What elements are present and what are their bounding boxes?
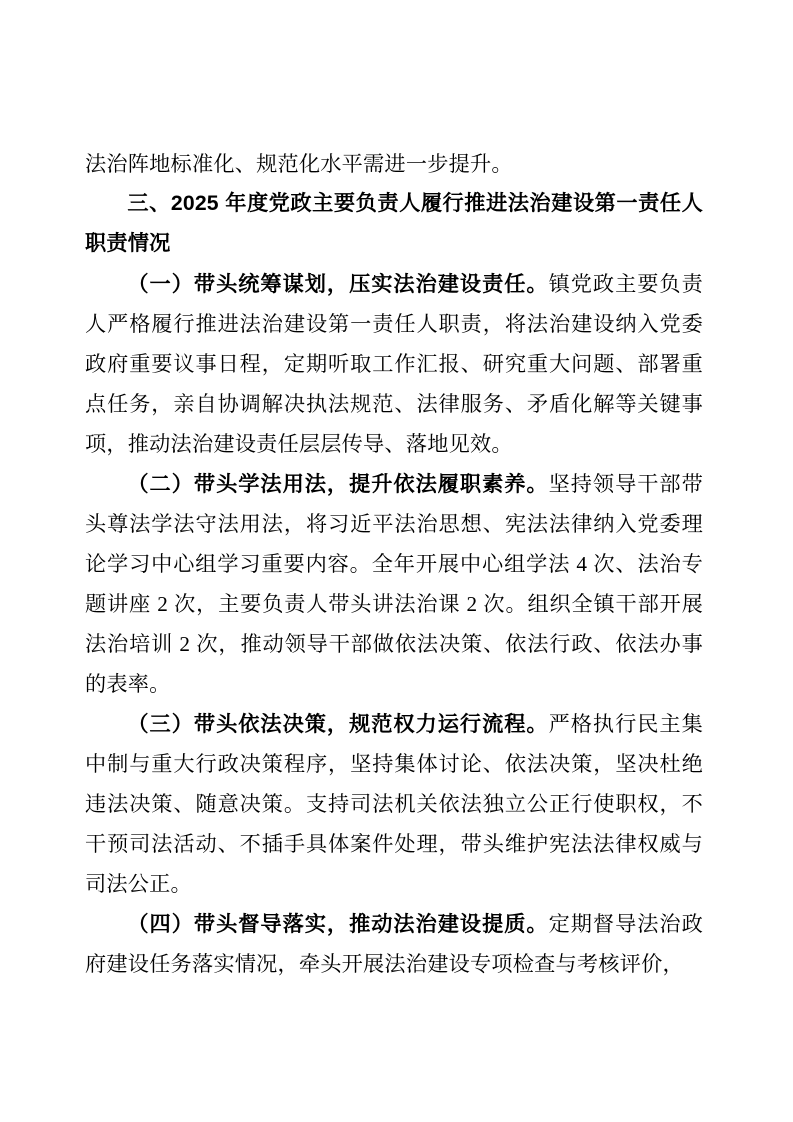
paragraph-4 xyxy=(85,904,703,984)
paragraph-2-body: 坚持领导干部带头尊法学法守法用法，将习近平法治思想、宪法法律纳入党委理论学习中心组学习重要内容。全年开展中心组学法 4 次、法治专题讲座 2 次，主要负责人带头讲法治课 2 次。组织全镇干部开展法治培训 2 次，推动领导干部做依法决策、依法行政、依法办事的表率。 xyxy=(85,472,703,696)
paragraph-3-lead: （三）带头依法决策，规范权力运行流程。 xyxy=(127,712,549,736)
intro-continuation-paragraph: 法治阵地标准化、规范化水平需进一步提升。 xyxy=(85,152,513,176)
paragraph-3-body: 严格执行民主集中制与重大行政决策程序，坚持集体讨论、依法决策，坚决杜绝违法决策、随意决策。支持司法机关依法独立公正行使职权，不干预司法活动、不插手具体案件处理，带头维护宪法法律权威与司法公正。 xyxy=(85,712,703,896)
paragraph-4-lead: （四）带头督导落实，推动法治建设提质。 xyxy=(127,912,549,936)
paragraph-2 xyxy=(85,464,703,704)
paragraph-1-body: 镇党政主要负责人严格履行推进法治建设第一责任人职责，将法治建设纳入党委政府重要议事日程，定期听取工作汇报、研究重大问题、部署重点任务，亲自协调解决执法规范、法律服务、矛盾化解等关键事项，推动法治建设责任层层传导、落地见效。 xyxy=(85,272,703,456)
paragraph-1 xyxy=(85,264,703,464)
paragraph-1-lead: （一）带头统筹谋划，压实法治建设责任。 xyxy=(127,272,549,296)
document-content xyxy=(85,144,703,984)
paragraph-2-lead: （二）带头学法用法，提升依法履职素养。 xyxy=(127,472,549,496)
paragraph-3 xyxy=(85,704,703,904)
paragraph-4-body: 定期督导法治政府建设任务落实情况，牵头开展法治建设专项检查与考核评价， xyxy=(85,912,703,976)
section-heading: 三、2025 年度党政主要负责人履行推进法治建设第一责任人职责情况 xyxy=(85,192,703,255)
